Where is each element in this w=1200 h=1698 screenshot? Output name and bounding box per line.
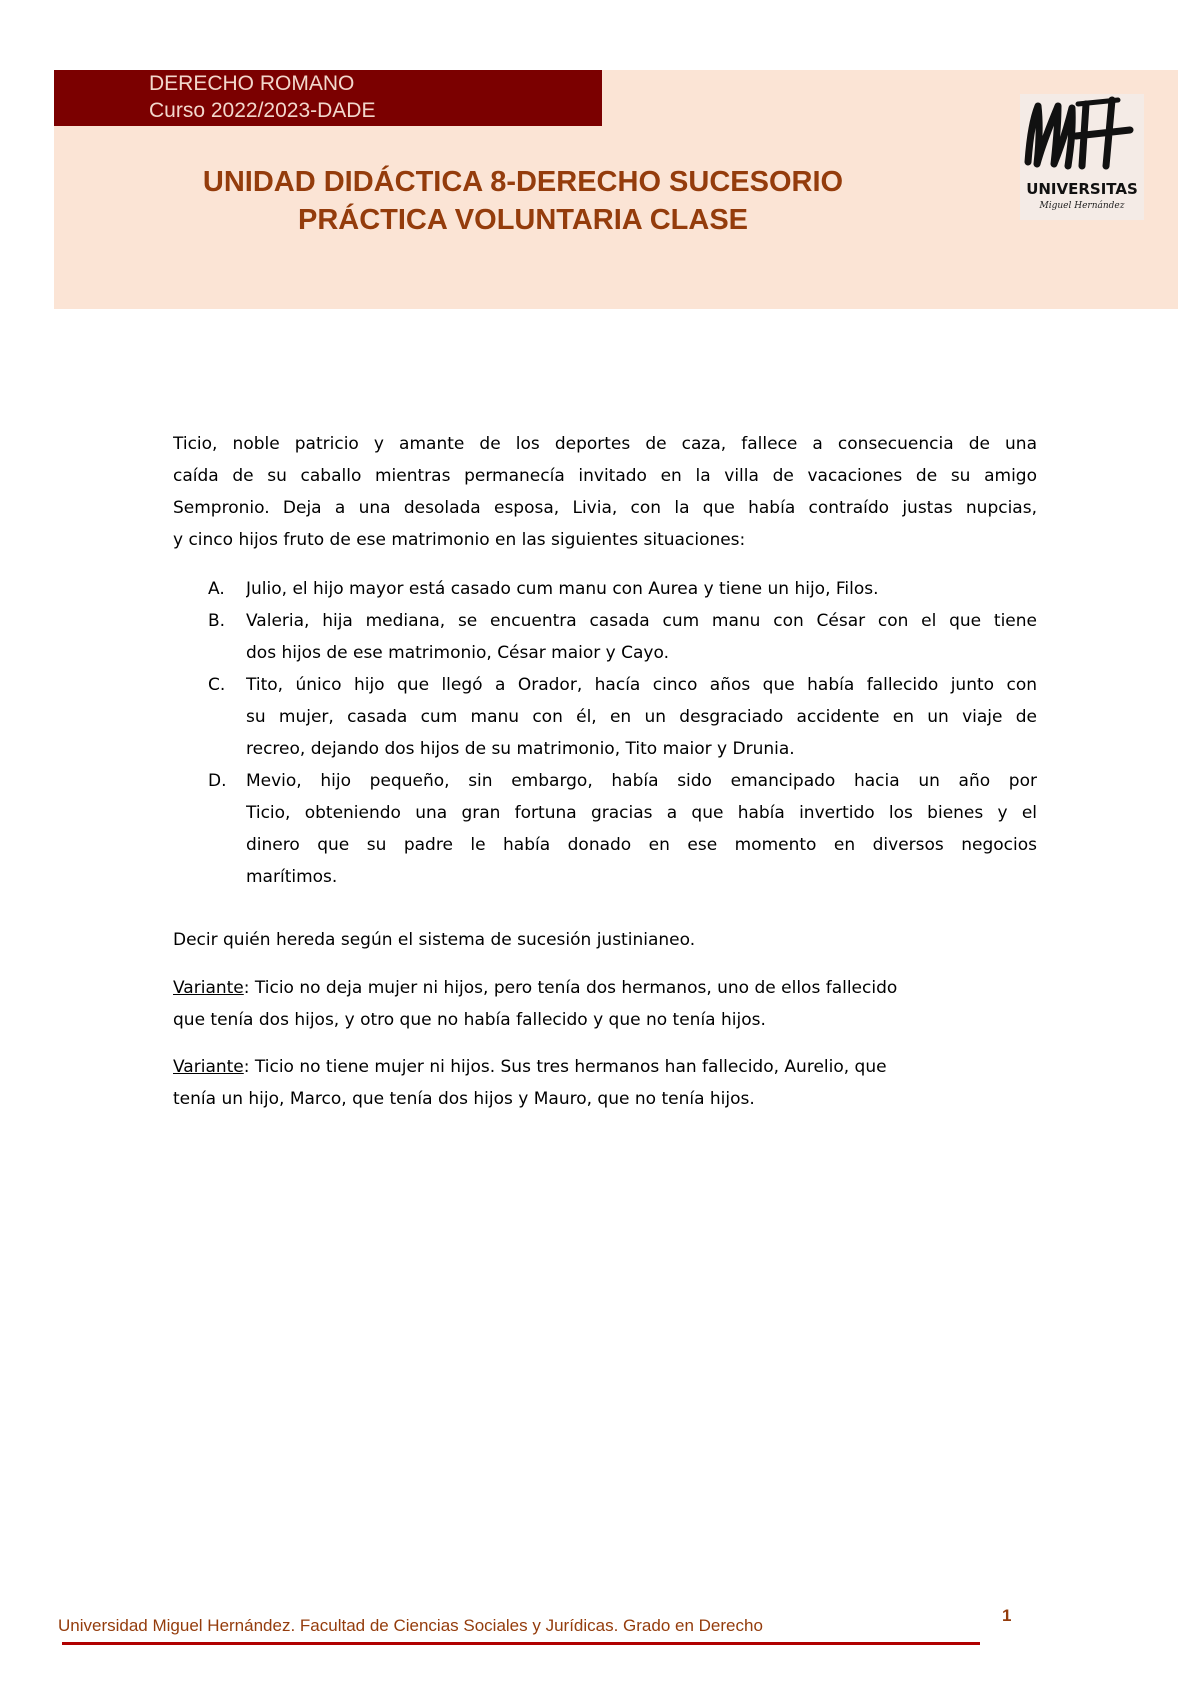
variant-2-line: tenía un hijo, Marco, que tenía dos hijos y Mauro, que no tenía hijos.: [173, 1089, 755, 1109]
footer-rule: [62, 1642, 980, 1645]
variant-2-paragraph: [173, 1051, 1037, 1115]
list-marker-c: C.: [208, 675, 226, 695]
logo-text: UNIVERSITAS: [1026, 180, 1138, 198]
variant-2-line: : Ticio no tiene mujer ni hijos. Sus tres hermanos han fallecido, Aurelio, que: [243, 1057, 887, 1077]
list-item-a: [246, 573, 1037, 605]
variant-1-line: que tenía dos hijos, y otro que no había fallecido y que no tenía hijos.: [173, 1010, 766, 1030]
page-subtitle: PRÁCTICA VOLUNTARIA CLASE: [297, 204, 749, 236]
page-title: UNIDAD DIDÁCTICA 8-DERECHO SUCESORIO: [202, 166, 844, 198]
university-logo: [1020, 94, 1144, 220]
question-text: Decir quién hereda según el sistema de sucesión justinianeo.: [173, 930, 696, 950]
list-marker-a: A.: [208, 579, 225, 599]
logo-subtext: Miguel Hernández: [1039, 201, 1125, 211]
list-marker-b: B.: [208, 611, 226, 631]
list-item-line: Ticio, obteniendo una gran fortuna gracias a que había invertido los bienes y el: [246, 803, 1037, 823]
intro-line: Sempronio. Deja a una desolada esposa, Livia, con la que había contraído justas nupcias,: [173, 498, 1037, 518]
variant-2-label: Variante: [173, 1057, 244, 1077]
list-item-line: dinero que su padre le había donado en ese momento en diversos negocios: [246, 835, 1037, 855]
list-marker-d: D.: [208, 771, 227, 791]
intro-line: caída de su caballo mientras permanecía invitado en la villa de vacaciones de su amigo: [173, 466, 1037, 486]
list-item-line: Valeria, hija mediana, se encuentra casada cum manu con César con el que tiene: [246, 611, 1037, 631]
list-item-line: dos hijos de ese matrimonio, César maior y Cayo.: [246, 643, 669, 663]
list-item-d: [246, 765, 1037, 893]
list-item-b: [246, 605, 1037, 669]
list-item-line: su mujer, casada cum manu con él, en un desgraciado accidente en un viaje de: [246, 707, 1037, 727]
course-title: DERECHO ROMANO: [149, 72, 355, 95]
list-item-line: marítimos.: [246, 867, 338, 887]
question-paragraph: [173, 924, 1037, 956]
list-item-line: Mevio, hijo pequeño, sin embargo, había sido emancipado hacia un año por: [246, 771, 1037, 791]
list-item-line: recreo, dejando dos hijos de su matrimonio, Tito maior y Drunia.: [246, 739, 795, 759]
variant-1-label: Variante: [173, 978, 244, 998]
intro-line: y cinco hijos fruto de ese matrimonio en las siguientes situaciones:: [173, 530, 746, 550]
list-item-line: Tito, único hijo que llegó a Orador, hacía cinco años que había fallecido junto con: [246, 675, 1037, 695]
list-item-c: [246, 669, 1037, 765]
variant-1-line: : Ticio no deja mujer ni hijos, pero tenía dos hermanos, uno de ellos fallecido: [243, 978, 898, 998]
course-year: Curso 2022/2023-DADE: [149, 99, 376, 122]
footer-text: Universidad Miguel Hernández. Facultad de Ciencias Sociales y Jurídicas. Grado en Derecho: [58, 1616, 763, 1635]
page-number: 1: [1002, 1606, 1012, 1625]
list-item-line: Julio, el hijo mayor está casado cum manu con Aurea y tiene un hijo, Filos.: [246, 579, 879, 599]
intro-paragraph: [173, 428, 1037, 556]
intro-line: Ticio, noble patricio y amante de los deportes de caza, fallece a consecuencia de una: [173, 434, 1037, 454]
variant-1-paragraph: [173, 972, 1037, 1036]
universitas-logo-icon: [1020, 94, 1144, 220]
